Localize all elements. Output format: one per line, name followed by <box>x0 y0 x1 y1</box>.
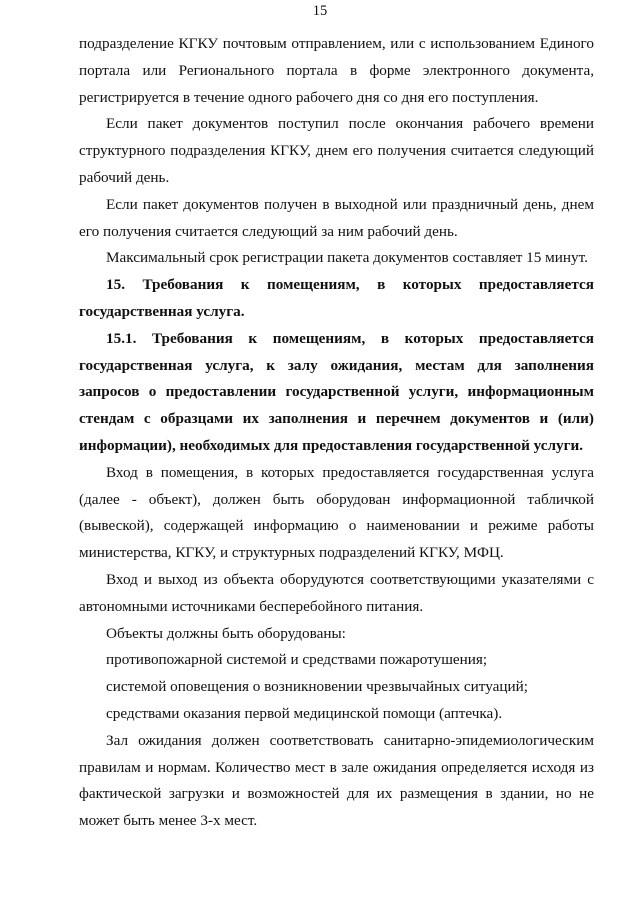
section-heading-15-1: 15.1. Требования к помещениям, в которых предоставляется государственная услуга, к залу ожидания, местам для заполнения запросов о предоставлении государственной услуги, информационным стендам с образцами их заполнения и перечнем документов и (или) информации), необходимых для предоставления государственной услуги. <box>79 329 594 454</box>
paragraph-holiday: Если пакет документов получен в выходной или праздничный день, днем его получения считается следующий за ним рабочий день. <box>79 195 594 240</box>
section-heading-15: 15. Требования к помещениям, в которых предоставляется государственная услуга. <box>79 276 594 320</box>
document-body <box>79 31 594 835</box>
list-item-alert-system: системой оповещения о возникновении чрезвычайных ситуаций; <box>106 678 528 696</box>
paragraph-entrance-exit: Вход и выход из объекта оборудуются соответствующими указателями с автономными источниками бесперебойного питания. <box>79 570 594 615</box>
paragraph-registration-continued: подразделение КГКУ почтовым отправлением, или с использованием Единого портала или Регионального портала в форме электронного документа, регистрируется в течение одного рабочего дня со дня его поступления. <box>79 35 594 106</box>
list-item-first-aid: средствами оказания первой медицинской помощи (аптечка). <box>106 704 503 722</box>
paragraph-after-hours: Если пакет документов поступил после окончания рабочего времени структурного подразделения КГКУ, днем его получения считается следующий рабочий день. <box>79 115 594 186</box>
list-item-fire-system: противопожарной системой и средствами пожаротушения; <box>106 651 488 669</box>
paragraph-equipment-intro: Объекты должны быть оборудованы: <box>106 624 346 642</box>
paragraph-entrance-sign: Вход в помещения, в которых предоставляется государственная услуга (далее - объект), должен быть оборудован информационной табличкой (вывеской), содержащей информацию о наименовании и режиме работы министерства, КГКУ, и структурных подразделений КГКУ, МФЦ. <box>79 463 594 562</box>
page-number: 15 <box>312 3 328 19</box>
paragraph-waiting-hall: Зал ожидания должен соответствовать санитарно-эпидемиологическим правилам и нормам. Количество мест в зале ожидания определяется исходя из фактической загрузки и возможностей для их размещения в здании, но не может быть менее 3-х мест. <box>79 731 594 830</box>
paragraph-max-term: Максимальный срок регистрации пакета документов составляет 15 минут. <box>106 249 588 267</box>
